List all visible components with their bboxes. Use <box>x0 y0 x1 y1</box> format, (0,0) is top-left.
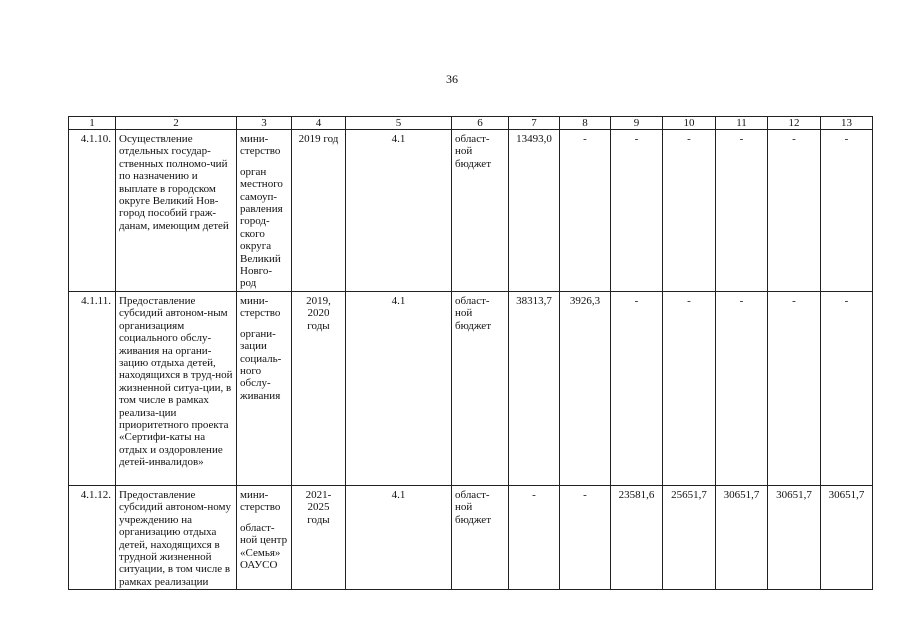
value-col-10: - <box>663 291 716 485</box>
value-col-12: - <box>768 130 821 292</box>
value-col-11: - <box>716 130 768 292</box>
value-col-13: - <box>821 130 873 292</box>
value-col-11: - <box>716 291 768 485</box>
term: 2021-2025 годы <box>292 485 346 589</box>
col-header-9: 9 <box>611 117 663 130</box>
executor-cell <box>237 291 292 485</box>
value-col-12: 30651,7 <box>768 485 821 589</box>
col-header-12: 12 <box>768 117 821 130</box>
header-row <box>69 117 873 130</box>
row-number: 4.1.11. <box>69 291 116 485</box>
table-row <box>69 291 873 485</box>
col-header-2: 2 <box>116 117 237 130</box>
value-col-7: 13493,0 <box>509 130 560 292</box>
row-number: 4.1.12. <box>69 485 116 589</box>
executor-main: мини-стерство <box>240 294 281 320</box>
target-indicator: 4.1 <box>346 130 452 292</box>
col-header-4: 4 <box>292 117 346 130</box>
col-header-7: 7 <box>509 117 560 130</box>
executor-co: орган местного самоуп-равления город-ского округа Великий Новго-род <box>240 165 283 290</box>
col-header-1: 1 <box>69 117 116 130</box>
col-header-8: 8 <box>560 117 611 130</box>
executor-cell <box>237 485 292 589</box>
value-col-10: - <box>663 130 716 292</box>
executor-cell <box>237 130 292 292</box>
activity-name: Предоставление субсидий автоном-ному учреждению на организацию отдыха детей, находящихся в трудной жизненной ситуации, в том числе в рамках реализации <box>116 485 237 589</box>
value-col-13: 30651,7 <box>821 485 873 589</box>
value-col-9: - <box>611 130 663 292</box>
table-row <box>69 485 873 589</box>
table-row <box>69 130 873 292</box>
col-header-13: 13 <box>821 117 873 130</box>
value-col-7: - <box>509 485 560 589</box>
term: 2019, 2020 годы <box>292 291 346 485</box>
col-header-3: 3 <box>237 117 292 130</box>
col-header-11: 11 <box>716 117 768 130</box>
funding-source: област-ной бюджет <box>452 291 509 485</box>
target-indicator: 4.1 <box>346 291 452 485</box>
value-col-12: - <box>768 291 821 485</box>
value-col-10: 25651,7 <box>663 485 716 589</box>
value-col-7: 38313,7 <box>509 291 560 485</box>
executor-main: мини-стерство <box>240 133 281 158</box>
value-col-8: 3926,3 <box>560 291 611 485</box>
col-header-10: 10 <box>663 117 716 130</box>
funding-source: област-ной бюджет <box>452 130 509 292</box>
col-header-5: 5 <box>346 117 452 130</box>
value-col-9: - <box>611 291 663 485</box>
funding-source: област-ной бюджет <box>452 485 509 589</box>
value-col-9: 23581,6 <box>611 485 663 589</box>
row-number: 4.1.10. <box>69 130 116 292</box>
value-col-13: - <box>821 291 873 485</box>
executor-main: мини-стерство <box>240 488 281 514</box>
value-col-8: - <box>560 485 611 589</box>
col-header-6: 6 <box>452 117 509 130</box>
value-col-11: 30651,7 <box>716 485 768 589</box>
page-number: 36 <box>446 72 458 86</box>
term: 2019 год <box>292 130 346 292</box>
target-indicator: 4.1 <box>346 485 452 589</box>
activity-name: Предоставление субсидий автоном-ным организациям социального обслу-живания на органи-зацию отдыха детей, находящихся в труд-ной жизненной ситуа-ции, в том числе в рамках реализа-ции приоритетного проекта «Сертифи-каты на отдых и оздоровление детей-инвалидов» <box>116 291 237 485</box>
activity-name: Осуществление отдельных государ-ственных полномо-чий по назначению и выплате в городском округе Великий Нов-город пособий граж-данам, имеющим детей <box>116 130 237 292</box>
program-table <box>68 116 873 590</box>
value-col-8: - <box>560 130 611 292</box>
executor-co: органи-зации социаль-ного обслу-живания <box>240 327 282 402</box>
executor-co: област-ной центр «Семья» ОАУСО <box>240 521 288 571</box>
